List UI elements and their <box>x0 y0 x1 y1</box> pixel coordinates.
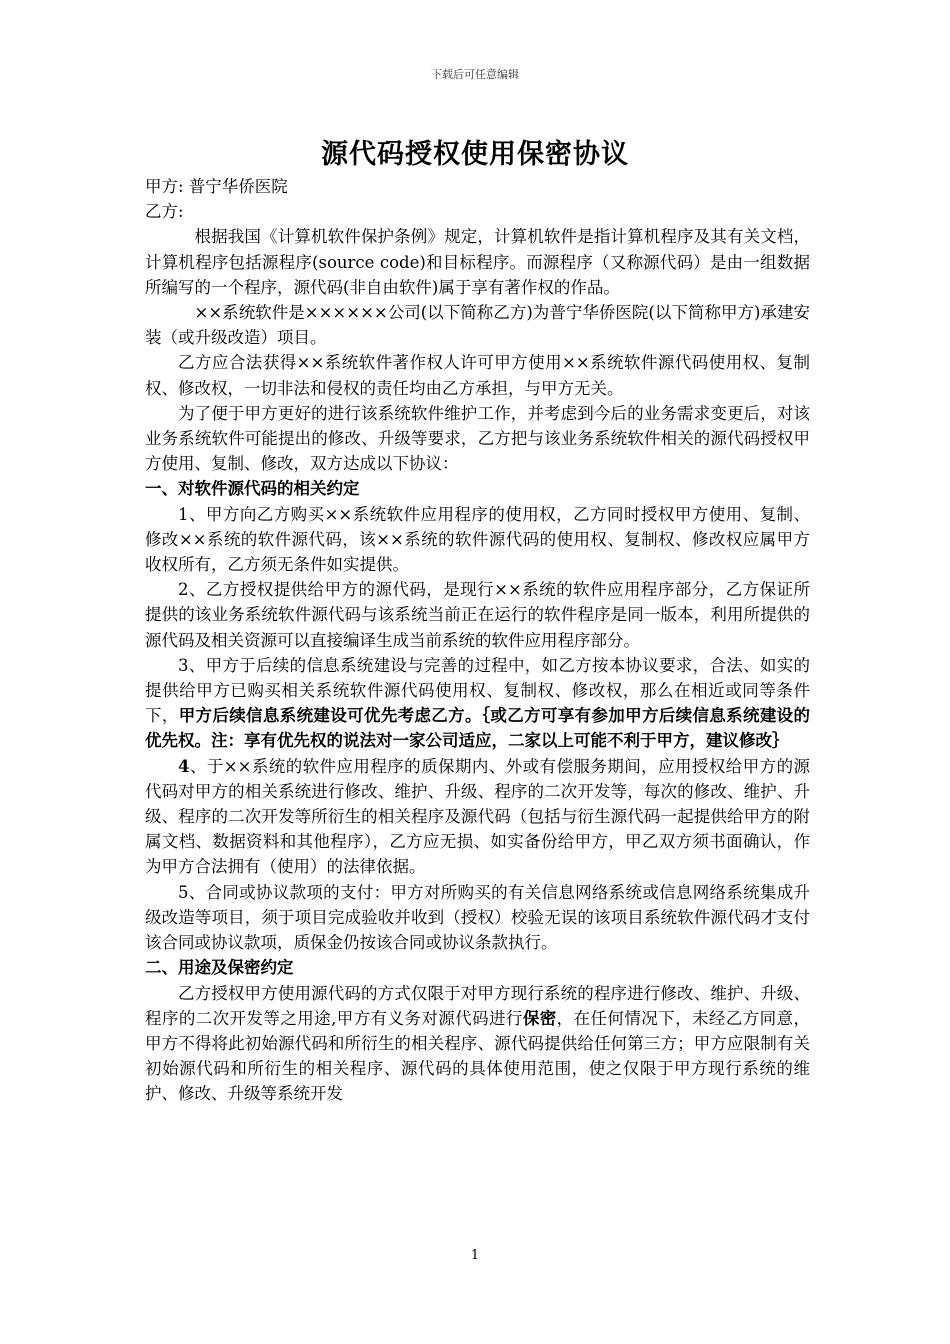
party-a-line: 甲方: 普宁华侨医院 <box>145 177 288 196</box>
section-2-paragraph-1-text-b: ，在任何情况下，未经乙方同意，甲方不得将此初始源代码和所衍生的相关程序、源代码提供给任何第三方；甲方应限制有关初始源代码和所衍生的相关程序、源代码的具体使用范围，使之仅限于甲方现行系统的维护、修改、升级等系统开发 <box>145 1008 811 1104</box>
section-2-heading: 二、用途及保密约定 <box>145 958 294 978</box>
section-1-item-4 <box>145 754 810 880</box>
section-1-item-5: 5、合同或协议款项的支付：甲方对所购买的有关信息网络系统或信息网络系统集成升级改造等项目，须于项目完成验收并收到（授权）校验无误的该项目系统软件源代码才支付该合同或协议款项，质保金仍按该合同或协议条款执行。 <box>145 882 810 953</box>
section-1-heading: 一、对软件源代码的相关约定 <box>145 479 360 499</box>
section-2-paragraph-1-bold: 保密 <box>522 1008 557 1028</box>
section-1-item-3-bold-text: 甲方后续信息系统建设可优先考虑乙方。｛或乙方可享有参加甲方后续信息系统建设的优先权。注：享有优先权的说法对一家公司适应，二家以上可能不利于甲方，建议修改｝ <box>145 706 811 751</box>
section-1-item-4-number: 4 <box>178 756 190 776</box>
intro-paragraph-3: 乙方应合法获得××系统软件著作权人许可甲方使用××系统软件源代码使用权、复制权、修改权，一切非法和侵权的责任均由乙方承担，与甲方无关。 <box>145 353 810 398</box>
intro-paragraph-1: 根据我国《计算机软件保护条例》规定，计算机软件是指计算机程序及其有关文档，计算机程序包括源程序(source code)和目标程序。而源程序（又称源代码）是由一组数据所编写的一个程序，源代码(非自由软件)属于享有著作权的作品。 <box>145 227 810 297</box>
section-2-paragraph-1-text-a: 乙方授权甲方使用源代码的方式仅限于对甲方现行系统的程序进行修改、维护、升级、程序的二次开发等之用途,甲方有义务对源代码进行 <box>145 983 810 1028</box>
section-1-item-1: 1、甲方向乙方购买××系统软件应用程序的使用权，乙方同时授权甲方使用、复制、修改××系统的软件源代码，该××系统的软件源代码的使用权、复制权、修改权应属甲方收权所有，乙方须无条件如实提供。 <box>145 504 810 575</box>
page-number: 1 <box>470 1248 480 1263</box>
party-b-line: 乙方: <box>145 202 184 222</box>
section-1-item-4-text: 、于××系统的软件应用程序的质保期内、外或有偿服务期间，应用授权给甲方的源代码对甲方的相关系统进行修改、维护、升级、程序的二次开发等，每次的修改、维护、升级、程序的二次开发等所衍生的相关程序及源代码（包括与衍生源代码一起提供给甲方的附属文档、数据资料和其他程序），乙方应无损、如实备份给甲方，甲乙双方须书面确认，作为甲方合法拥有（使用）的法律依据。 <box>145 756 810 877</box>
header-note: 下载后可任意编辑 <box>431 68 519 81</box>
section-1-item-2: 2、乙方授权提供给甲方的源代码，是现行××系统的软件应用程序部分，乙方保证所提供的该业务系统软件源代码与该系统当前正在运行的软件程序是同一版本，利用所提供的源代码及相关资源可以直接编译生成当前系统的软件应用程序部分。 <box>145 580 810 650</box>
section-1-item-3 <box>145 653 810 754</box>
section-1-item-3-text: 3、甲方于后续的信息系统建设与完善的过程中，如乙方按本协议要求，合法、如实的提供给甲方已购买相关系统软件源代码使用权、复制权、修改权，那么在相近或同等条件下， <box>145 655 810 726</box>
document-body <box>145 174 810 1107</box>
section-2-paragraph-1 <box>145 981 810 1107</box>
intro-paragraph-4: 为了便于甲方更好的进行该系统软件维护工作，并考虑到今后的业务需求变更后，对该业务系统软件可能提出的修改、升级等要求，乙方把与该业务系统软件相关的源代码授权甲方使用、复制、修改，双方达成以下协议： <box>145 403 810 474</box>
intro-paragraph-2: ××系统软件是××××××公司(以下简称乙方)为普宁华侨医院(以下简称甲方)承建安装（或升级改造）项目。 <box>145 303 810 348</box>
document-title: 源代码授权使用保密协议 <box>321 139 629 170</box>
